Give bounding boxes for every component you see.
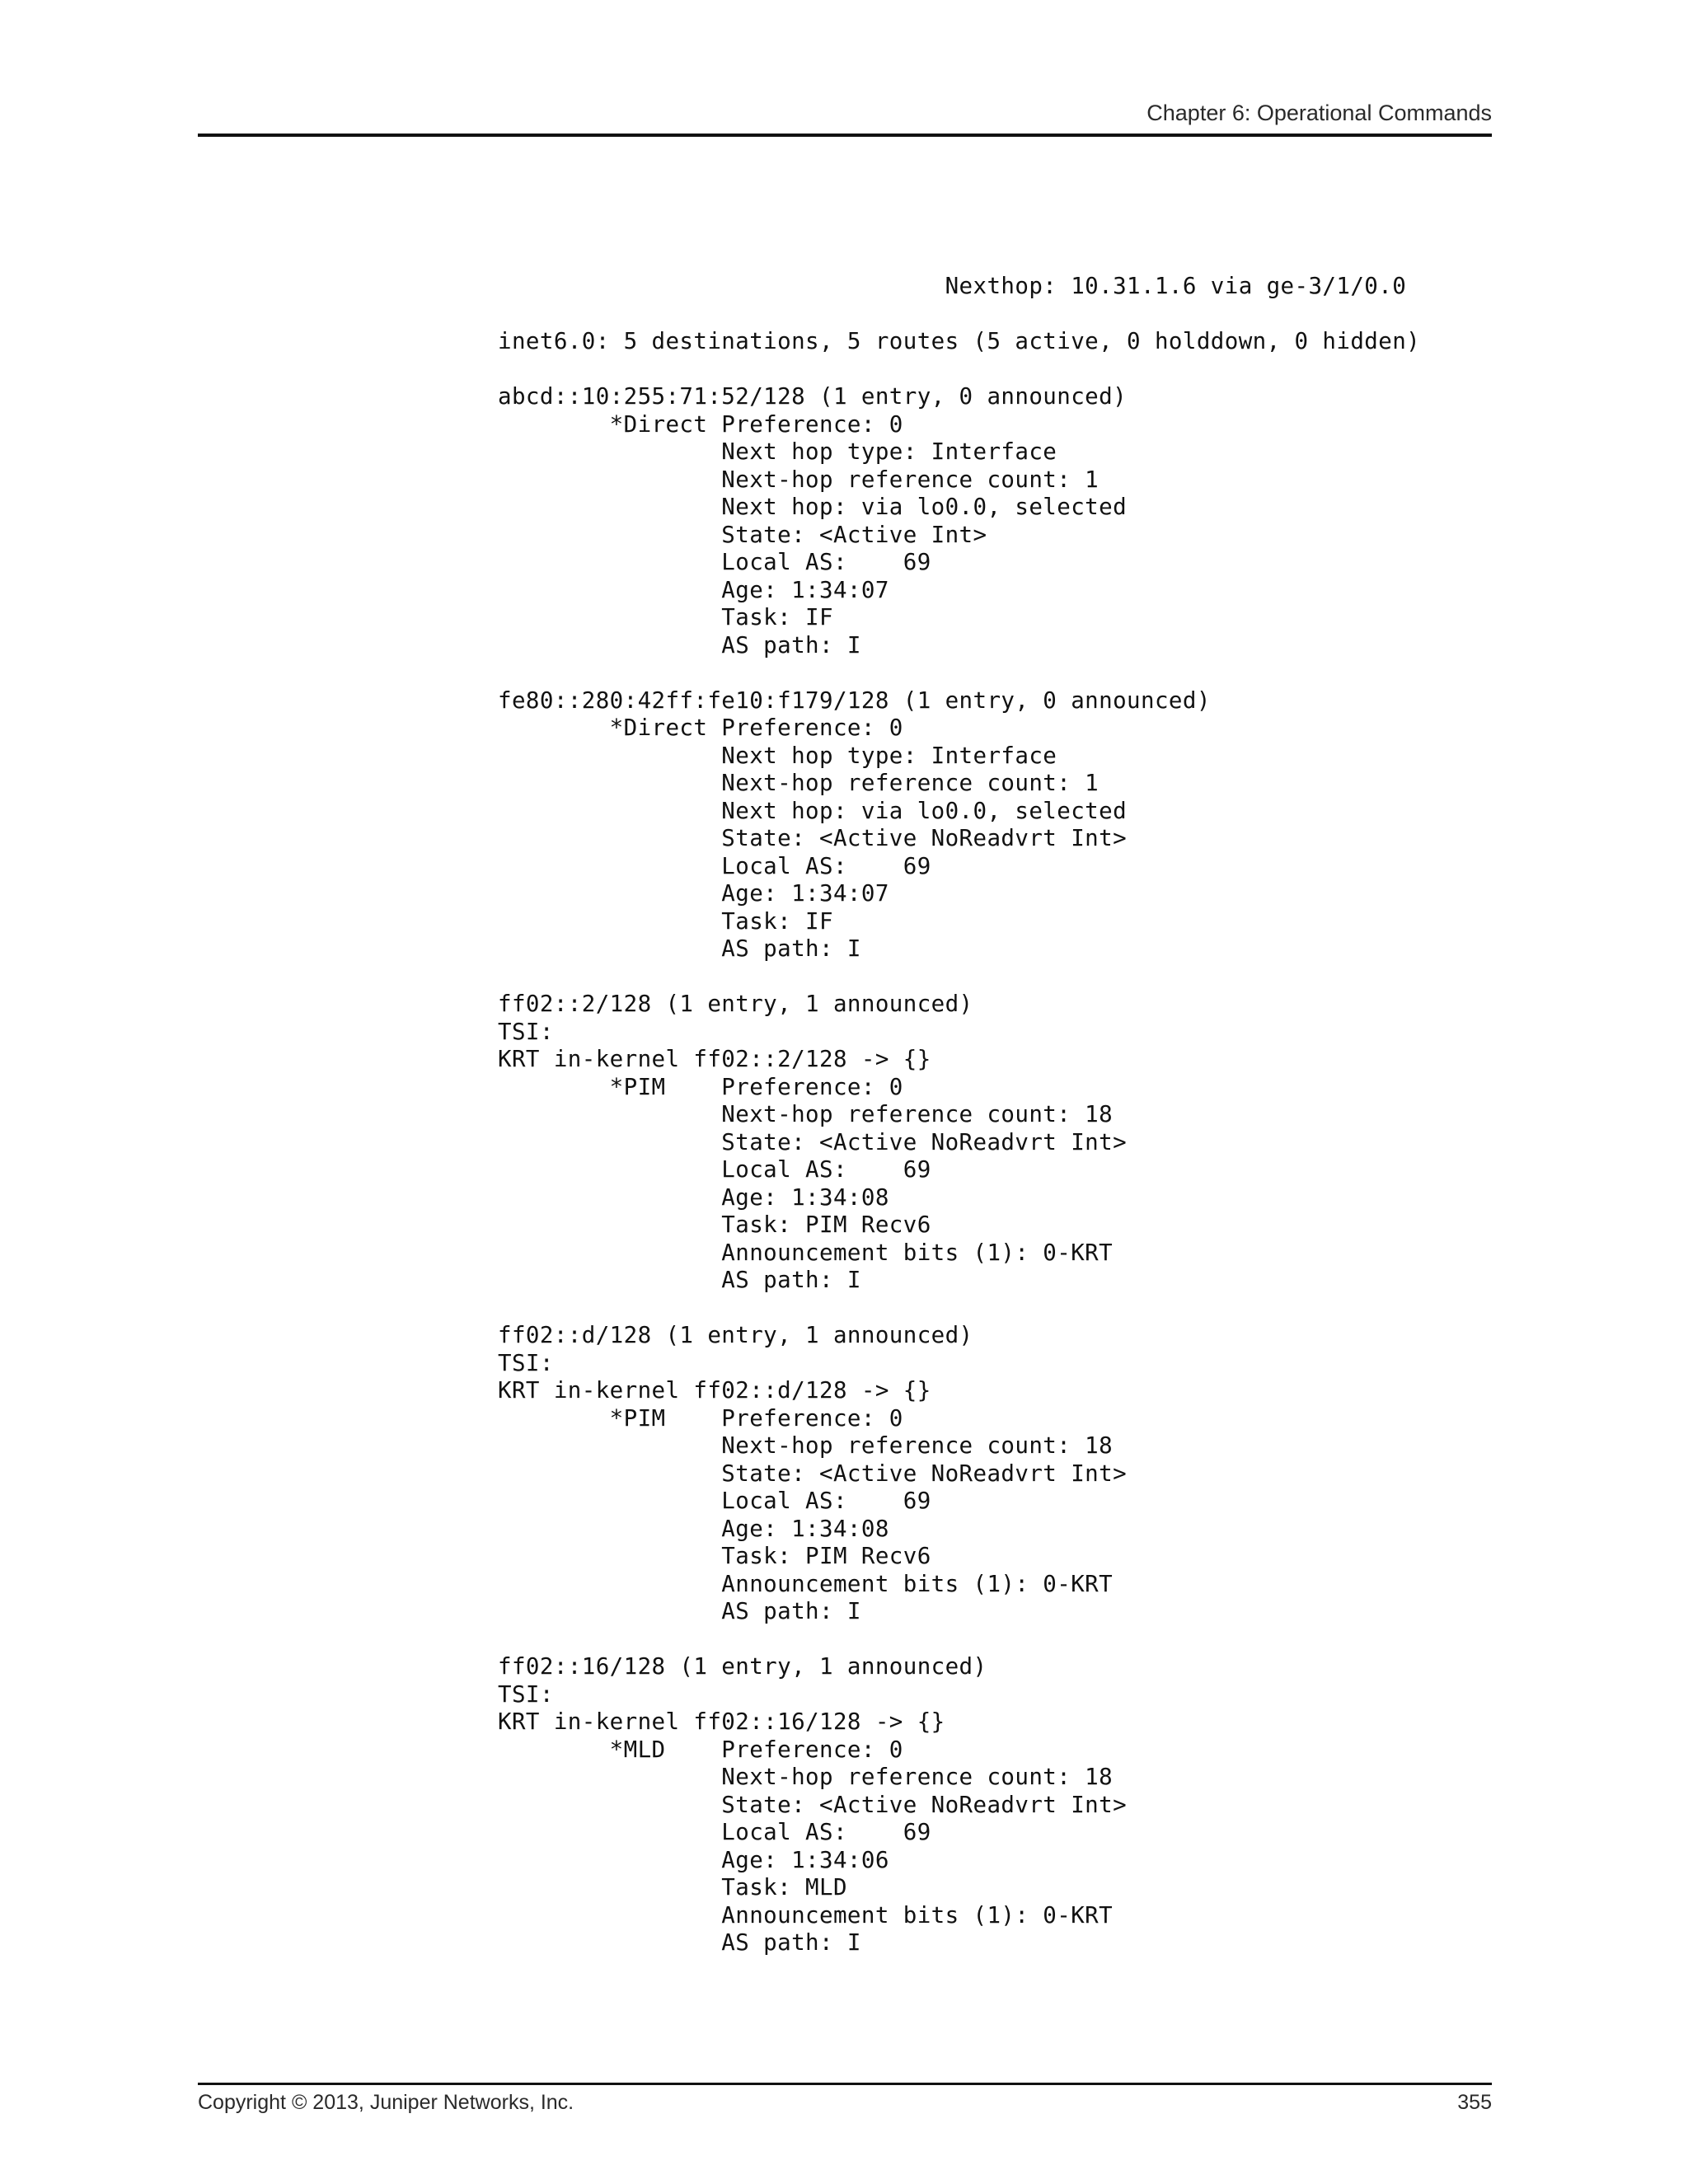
cli-output-line: Task: PIM Recv6 — [498, 1212, 931, 1238]
cli-output-line: Age: 1:34:08 — [498, 1183, 889, 1211]
cli-output-line: Task: MLD — [498, 1874, 847, 1900]
cli-output-line: TSI: — [498, 1349, 554, 1376]
chapter-title: Chapter 6: Operational Commands — [1146, 101, 1492, 125]
cli-output-line: Age: 1:34:06 — [498, 1846, 889, 1873]
cli-output-line: *Direct Preference: 0 — [498, 715, 903, 741]
cli-output-line: Local AS: 69 — [498, 549, 931, 575]
cli-output-line — [498, 356, 1420, 384]
cli-output-line: *PIM Preference: 0 — [498, 1404, 903, 1432]
cli-output-line: abcd::10:255:71:52/128 (1 entry, 0 announced) — [498, 383, 1128, 410]
cli-output-line: Local AS: 69 — [498, 1488, 931, 1514]
cli-output-line: Nexthop: 10.31.1.6 via ge-3/1/0.0 — [498, 273, 1407, 299]
cli-output-line: Next-hop reference count: 18 — [498, 1764, 1114, 1790]
cli-output-line: Next-hop reference count: 1 — [498, 466, 1100, 493]
cli-output-line: KRT in-kernel ff02::2/128 -> {} — [498, 1046, 931, 1072]
cli-output-line: AS path: I — [498, 1598, 861, 1624]
cli-output-line — [498, 301, 1420, 329]
cli-output-line: AS path: I — [498, 1929, 861, 1956]
cli-output-line: ff02::16/128 (1 entry, 1 announced) — [498, 1653, 987, 1680]
cli-output-line — [498, 1295, 1420, 1323]
cli-output-line: TSI: — [498, 1018, 554, 1045]
cli-output-line: *PIM Preference: 0 — [498, 1073, 903, 1100]
cli-output-line: TSI: — [498, 1680, 554, 1708]
cli-output-line: Announcement bits (1): 0-KRT — [498, 1901, 1114, 1929]
cli-output-line: Local AS: 69 — [498, 1156, 931, 1183]
cli-output-line: Local AS: 69 — [498, 1819, 931, 1845]
cli-output-line — [498, 963, 1420, 991]
cli-output-line: Task: PIM Recv6 — [498, 1543, 931, 1569]
copyright-notice: Copyright © 2013, Juniper Networks, Inc. — [198, 2091, 574, 2114]
cli-output-line: Announcement bits (1): 0-KRT — [498, 1570, 1114, 1597]
cli-output-line — [498, 659, 1420, 687]
cli-output-line: State: <Active NoReadvrt Int> — [498, 1791, 1128, 1818]
cli-output-line: ff02::d/128 (1 entry, 1 announced) — [498, 1322, 973, 1348]
cli-output-line: Age: 1:34:07 — [498, 576, 889, 603]
cli-output-line: Task: IF — [498, 604, 833, 630]
footer-divider — [198, 2083, 1492, 2085]
cli-output-line: fe80::280:42ff:fe10:f179/128 (1 entry, 0 announced) — [498, 687, 1211, 714]
cli-output-line: ff02::2/128 (1 entry, 1 announced) — [498, 991, 973, 1017]
cli-output-line: Next hop: via lo0.0, selected — [498, 494, 1128, 520]
cli-output-line: Announcement bits (1): 0-KRT — [498, 1239, 1114, 1266]
cli-output-line: KRT in-kernel ff02::d/128 -> {} — [498, 1377, 931, 1404]
cli-output-line: Next hop: via lo0.0, selected — [498, 797, 1128, 824]
page-number: 355 — [1457, 2091, 1492, 2114]
cli-output-line: Age: 1:34:08 — [498, 1515, 889, 1542]
cli-output-line: Age: 1:34:07 — [498, 880, 889, 907]
cli-output-line: inet6.0: 5 destinations, 5 routes (5 active, 0 holddown, 0 hidden) — [498, 328, 1421, 354]
cli-output-line: Next-hop reference count: 18 — [498, 1101, 1114, 1127]
cli-output-line: State: <Active NoReadvrt Int> — [498, 825, 1128, 851]
cli-output-line: AS path: I — [498, 1267, 861, 1293]
cli-output-line: State: <Active NoReadvrt Int> — [498, 1128, 1128, 1155]
cli-output-line: Next-hop reference count: 18 — [498, 1432, 1114, 1459]
cli-output-line: Local AS: 69 — [498, 852, 931, 879]
cli-output-line: AS path: I — [498, 935, 861, 962]
cli-output-line: Next hop type: Interface — [498, 742, 1057, 769]
cli-output-line: State: <Active Int> — [498, 521, 987, 548]
cli-output-line — [498, 1626, 1420, 1654]
cli-output-line: *MLD Preference: 0 — [498, 1736, 903, 1763]
cli-output-line: KRT in-kernel ff02::16/128 -> {} — [498, 1708, 945, 1735]
cli-output-line: Next-hop reference count: 1 — [498, 770, 1100, 796]
cli-output-line: *Direct Preference: 0 — [498, 410, 903, 438]
cli-output-line: Task: IF — [498, 907, 833, 935]
cli-output-block — [498, 273, 1420, 1957]
header-divider — [198, 134, 1492, 137]
cli-output-line: State: <Active NoReadvrt Int> — [498, 1460, 1128, 1487]
cli-output-line: AS path: I — [498, 631, 861, 658]
cli-output-line: Next hop type: Interface — [498, 438, 1057, 465]
